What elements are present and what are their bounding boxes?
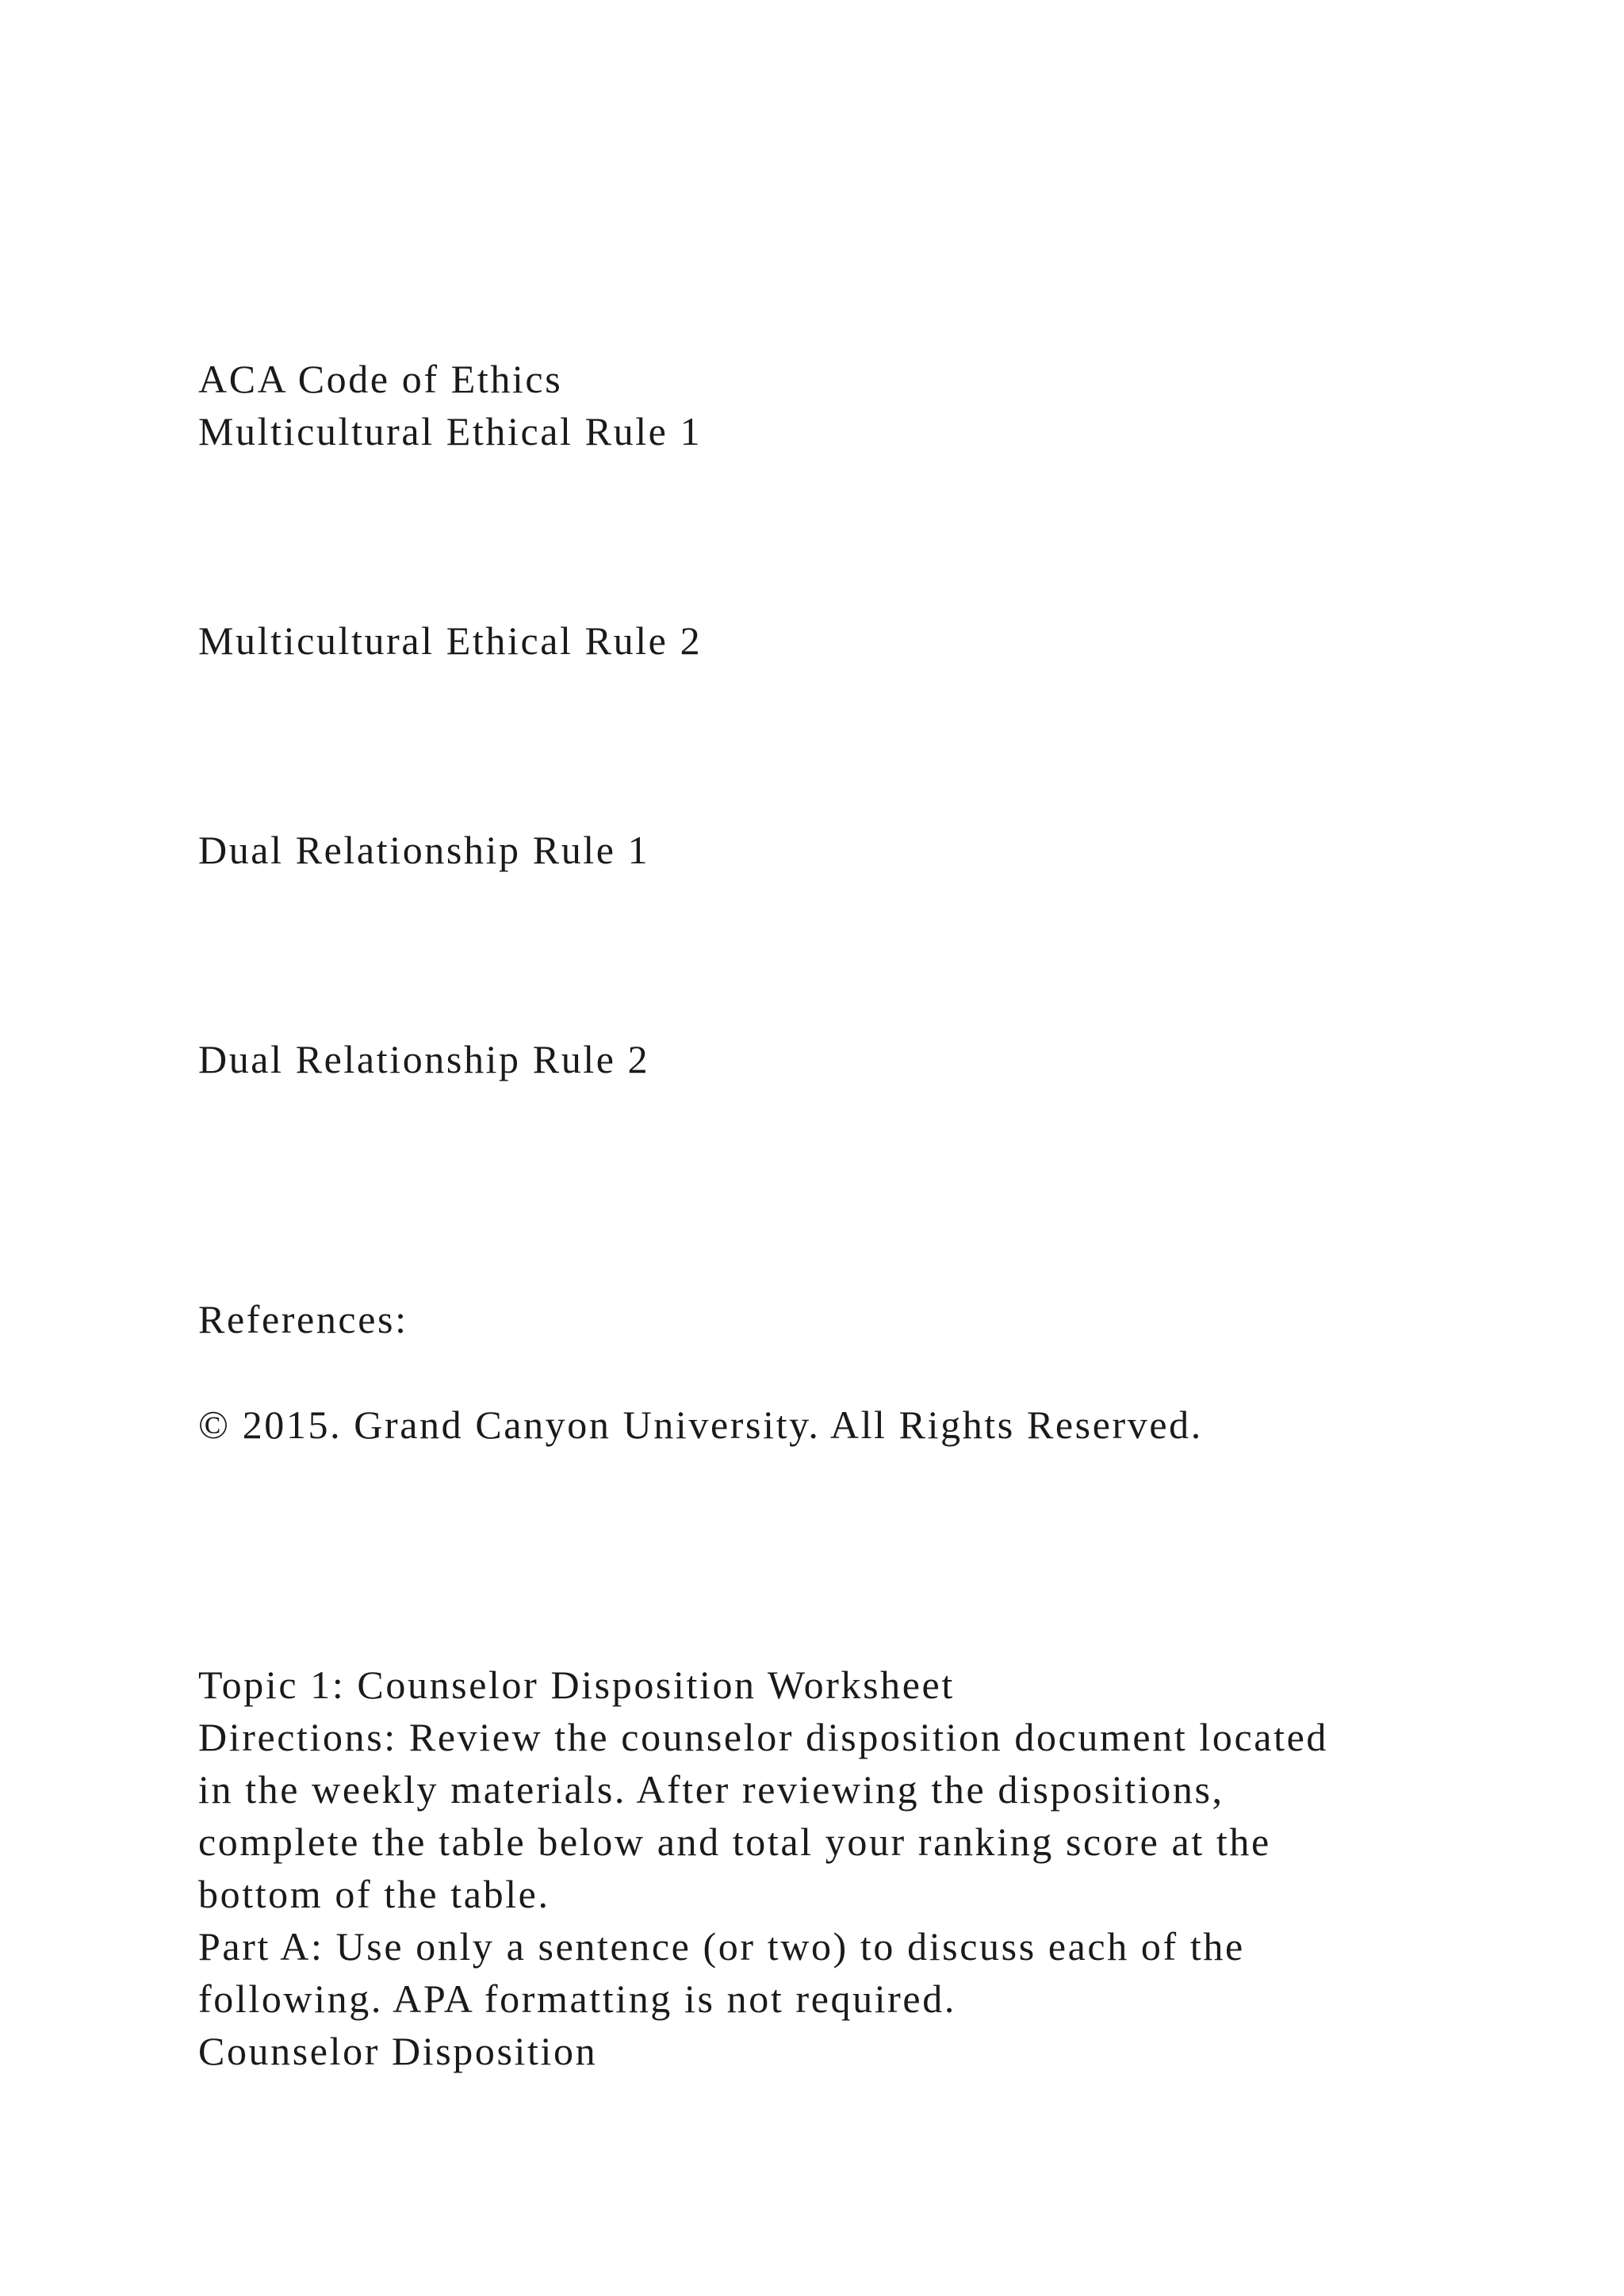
multicultural-ethical-rule-1-label: Multicultural Ethical Rule 1 (198, 409, 703, 453)
section-title: ACA Code of Ethics (198, 357, 563, 401)
multicultural-ethical-rule-2-label: Multicultural Ethical Rule 2 (198, 618, 703, 663)
counselor-disposition-heading: Counselor Disposition (198, 2029, 598, 2073)
dual-relationship-rule-1-label: Dual Relationship Rule 1 (198, 828, 650, 872)
directions-line: in the weekly materials. After reviewing the dispositions, (198, 1767, 1224, 1812)
directions-line: bottom of the table. (198, 1872, 550, 1916)
references-label: References: (198, 1297, 408, 1341)
directions-line: Directions: Review the counselor disposition document located (198, 1715, 1328, 1759)
part-a-line: Part A: Use only a sentence (or two) to discuss each of the (198, 1924, 1245, 1969)
part-a-line: following. APA formatting is not required. (198, 1976, 956, 2021)
copyright-notice: © 2015. Grand Canyon University. All Rights Reserved. (198, 1402, 1203, 1447)
directions-line: complete the table below and total your ranking score at the (198, 1820, 1271, 1864)
dual-relationship-rule-2-label: Dual Relationship Rule 2 (198, 1037, 650, 1081)
worksheet-title: Topic 1: Counselor Disposition Worksheet (198, 1663, 955, 1707)
